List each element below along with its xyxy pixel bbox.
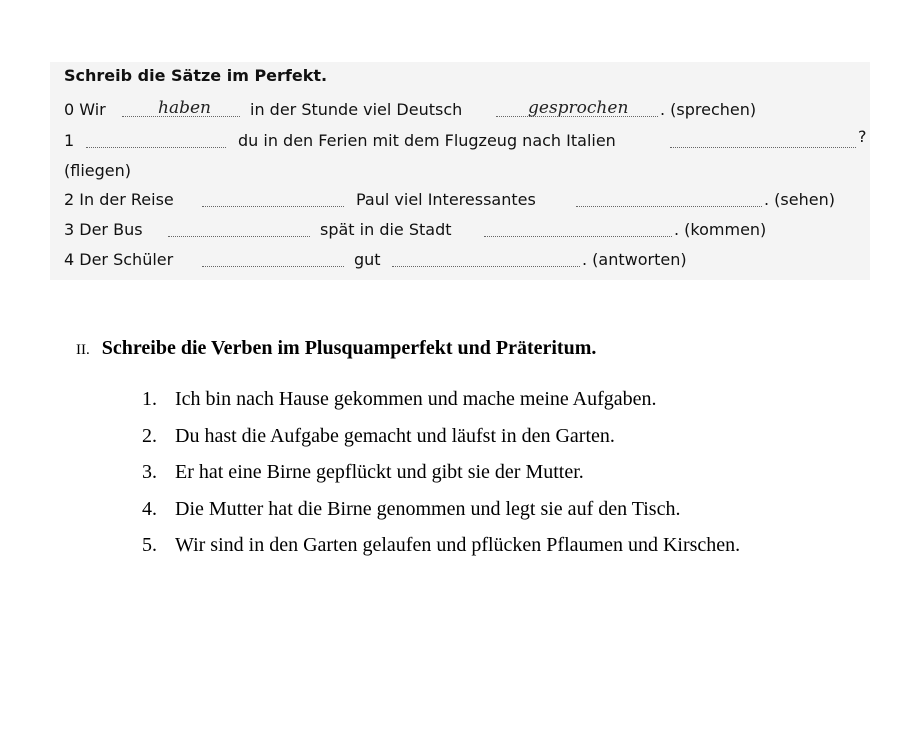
verb-hint: . (kommen) [674,220,767,239]
line-text: 1 [64,131,75,150]
list-item-text: Wir sind in den Garten gelaufen und pflücken Pflaumen und Kirschen. [175,534,741,556]
exercise-2-heading [76,337,596,360]
verb-hint: (fliegen) [64,161,131,180]
handwritten-answer: gesprochen [528,98,629,118]
line-text: gut [354,250,381,269]
verb-hint: . (sprechen) [660,100,757,119]
blank-line [670,147,856,148]
list-item-text: Die Mutter hat die Birne genommen und legt sie auf den Tisch. [175,497,681,520]
blank-line [168,236,310,237]
verb-hint: . (antworten) [582,250,687,269]
list-item-text: Ich bin nach Hause gekommen und mache meine Aufgaben. [175,388,657,410]
line-text: Paul viel Interessantes [356,190,536,209]
blank-line [392,266,580,267]
line-text: spät in die Stadt [320,220,452,239]
line-text: ? [858,127,867,146]
list-item-number: 5. [142,534,157,556]
blank-line [202,206,344,207]
line-text: du in den Ferien mit dem Flugzeug nach Italien [238,131,616,150]
line-text: 4 Der Schüler [64,250,174,269]
blank-line [202,266,344,267]
line-text: in der Stunde viel Deutsch [250,100,463,119]
line-text: 0 Wir [64,100,106,119]
exercise-2-title: Schreibe die Verben im Plusquamperfekt und Präteritum. [101,337,597,359]
blank-line [576,206,762,207]
handwritten-answer: haben [158,98,211,118]
verb-hint: . (sehen) [764,190,835,209]
list-item-text: Er hat eine Birne gepflückt und gibt sie der Mutter. [175,461,584,483]
line-text: 3 Der Bus [64,220,143,239]
exercise-2-number: II. [76,342,90,358]
scanned-exercise-background [50,62,870,280]
blank-line [86,147,226,148]
line-text: 2 In der Reise [64,190,174,209]
blank-line [484,236,672,237]
list-item-text: Du hast die Aufgabe gemacht und läufst in den Garten. [175,424,615,447]
list-item-number: 1. [142,388,157,410]
list-item-number: 3. [142,461,157,483]
list-item-number: 4. [142,497,157,520]
exercise-1-title: Schreib die Sätze im Perfekt. [64,66,328,85]
list-item-number: 2. [142,424,157,447]
